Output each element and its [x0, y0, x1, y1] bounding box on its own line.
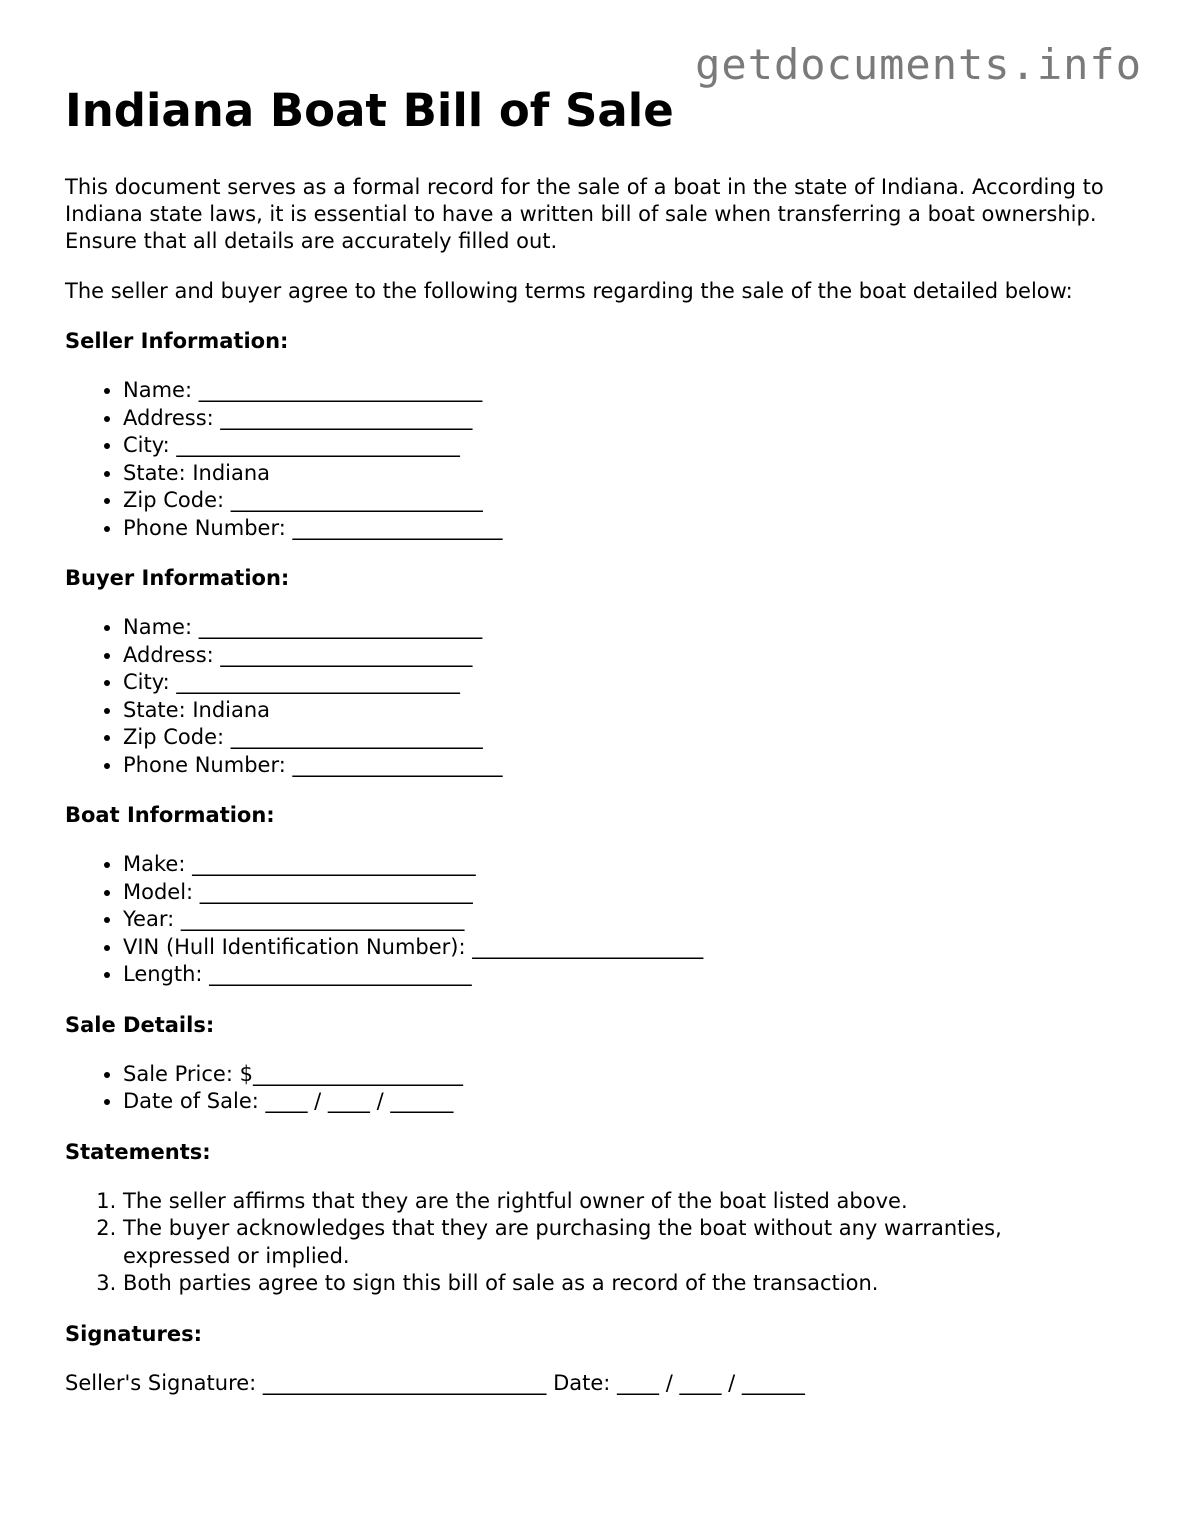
statement-item: 2. The buyer acknowledges that they are purchasing the boat without any warranties, expressed or implied.	[123, 1215, 1115, 1270]
seller-heading: Seller Information:	[65, 329, 289, 353]
seller-phone-field: • Phone Number: ____________________	[123, 515, 1115, 543]
buyer-state-field: • State: Indiana	[123, 697, 1115, 725]
sale-list	[65, 1061, 1115, 1116]
intro-paragraph: This document serves as a formal record for the sale of a boat in the state of Indiana. According to Indiana state laws, it is essential to have a written bill of sale when transferring a boat ownership. Ensure that all details are accurately filled out.	[65, 175, 1104, 253]
boat-make-field: • Make: ___________________________	[123, 851, 1115, 879]
watermark: getdocuments.info	[695, 40, 1142, 89]
boat-length-field: • Length: _________________________	[123, 961, 1115, 989]
agreement-paragraph: The seller and buyer agree to the following terms regarding the sale of the boat detailed below:	[65, 279, 1073, 303]
seller-city-field: • City: ___________________________	[123, 432, 1115, 460]
statement-item: 3. Both parties agree to sign this bill of sale as a record of the transaction.	[123, 1270, 1115, 1298]
boat-list	[65, 851, 1115, 989]
boat-model-field: • Model: __________________________	[123, 879, 1115, 907]
boat-year-field: • Year: ___________________________	[123, 906, 1115, 934]
signatures-heading: Signatures:	[65, 1321, 202, 1346]
sale-date-field: • Date of Sale: ____ / ____ / ______	[123, 1088, 1115, 1116]
seller-list	[65, 377, 1115, 542]
sale-price-field: • Sale Price: $____________________	[123, 1061, 1115, 1089]
document-page	[65, 84, 1115, 1397]
buyer-city-field: • City: ___________________________	[123, 669, 1115, 697]
buyer-address-field: • Address: ________________________	[123, 642, 1115, 670]
sale-heading: Sale Details:	[65, 1012, 215, 1037]
boat-vin-field: • VIN (Hull Identification Number): ______________________	[123, 934, 1115, 962]
seller-address-field: • Address: ________________________	[123, 405, 1115, 433]
buyer-heading: Buyer Information:	[65, 566, 290, 590]
boat-heading: Boat Information:	[65, 803, 275, 827]
seller-state-field: • State: Indiana	[123, 460, 1115, 488]
page-title: Indiana Boat Bill of Sale	[65, 84, 674, 137]
statements-list	[65, 1188, 1115, 1298]
statements-heading: Statements:	[65, 1139, 211, 1164]
seller-zip-field: • Zip Code: ________________________	[123, 487, 1115, 515]
buyer-list	[65, 614, 1115, 779]
buyer-phone-field: • Phone Number: ____________________	[123, 752, 1115, 780]
buyer-zip-field: • Zip Code: ________________________	[123, 724, 1115, 752]
seller-signature-line: Seller's Signature: ___________________________ Date: ____ / ____ / ______	[65, 1370, 805, 1395]
seller-name-field: • Name: ___________________________	[123, 377, 1115, 405]
buyer-name-field: • Name: ___________________________	[123, 614, 1115, 642]
statement-item: 1. The seller affirms that they are the rightful owner of the boat listed above.	[123, 1188, 1115, 1216]
